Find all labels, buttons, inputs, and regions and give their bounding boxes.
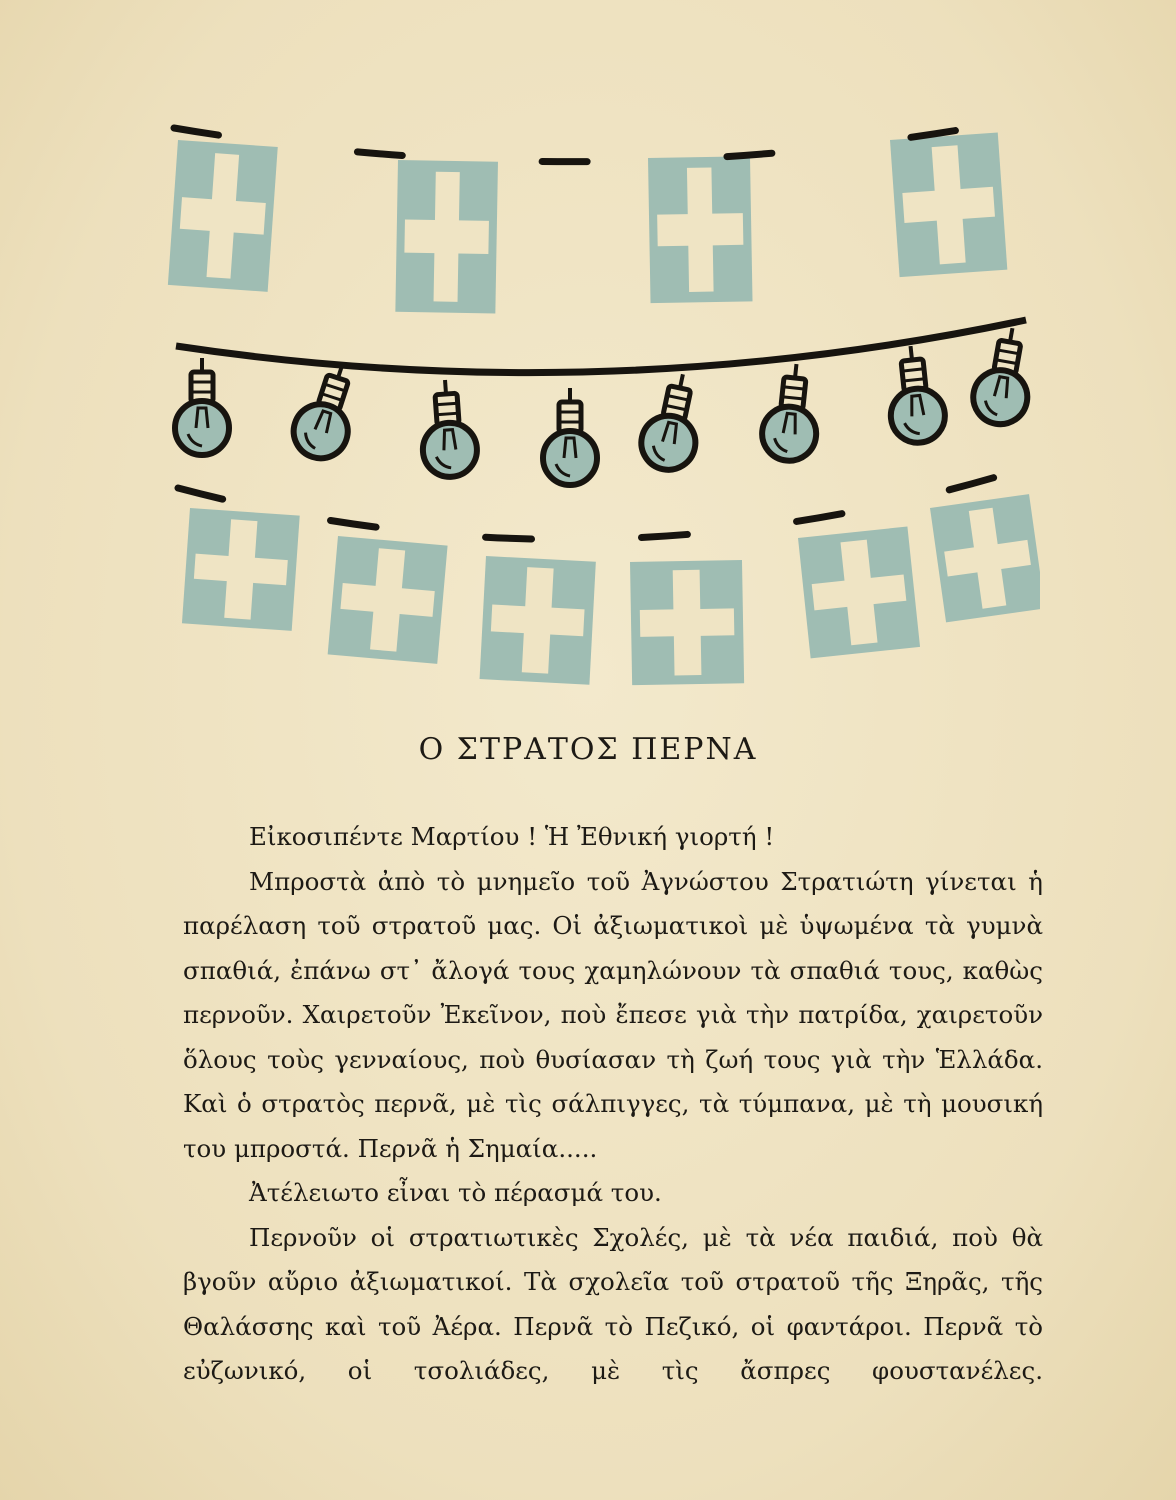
greek-flag-icon [168,140,278,292]
greek-flag-icon [182,508,300,631]
light-bulb-icon [418,378,479,479]
light-bulb-icon [884,343,948,445]
greek-flag-icon [630,560,744,685]
light-bulb-icon [287,356,368,465]
paragraph: Περνοῦν οἱ στρατιωτικὲς Σχολές, μὲ τὰ νέα παιδιά, ποὺ θὰ βγοῦν αὔριο ἀξιωματικοί. Τὰ σχολεῖα τοῦ στρατοῦ τῆς Ξηρᾶς, τῆς Θαλάσσης καὶ τοῦ Ἀέρα. Περνᾶ τὸ Πεζικό, οἱ φαντάροι. Περνᾶ τὸ εὐζωνικό, οἱ τσολιάδες, μὲ τὶς ἄσπρες φουστανέλες. [183,1222,1043,1385]
greek-flag-icon [395,160,498,314]
top-flag-row [168,118,1026,314]
festive-illustration [160,110,1040,710]
light-bulb-string [175,320,1039,485]
greek-flag-icon [328,536,448,664]
paragraph: Εἰκοσιπέντε Μαρτίου ! Ἡ Ἐθνική γιορτή ! [249,822,775,851]
light-bulb-icon [543,388,597,485]
greek-flag-icon [480,556,596,685]
light-bulb-icon [969,324,1039,429]
light-bulb-icon [175,358,229,455]
paragraph: Μπροστὰ ἀπὸ τὸ μνημεῖο τοῦ Ἀγνώστου Στρατιώτη γίνεται ἡ παρέλαση τοῦ στρατοῦ μας. Οἱ ἀξιωματικοὶ μὲ ὑψωμένα τὰ γυμνὰ σπαθιά, ἐπάνω στ᾽ ἄλογά τους χαμηλώνουν τὰ σπαθιά τους, καθὼς περνοῦν. Χαιρετοῦν Ἐκεῖνον, ποὺ ἔπεσε γιὰ τὴν πατρίδα, χαιρετοῦν ὅλους τοὺς γενναίους, ποὺ θυσίασαν τὴ ζωή τους γιὰ τὴν Ἑλλάδα. Καὶ ὁ στρατὸς περνᾶ, μὲ τὶς σάλπιγγες, τὰ τύμπανα, μὲ τὴ μουσική του μπροστά. Περνᾶ ἡ Σημαία..... [183,866,1043,1163]
paragraph: Ἀτέλειωτο εἶναι τὸ πέρασμά του. [249,1178,662,1207]
greek-flag-icon [890,132,1007,277]
bottom-flag-row [178,468,1040,685]
light-bulb-icon [636,369,709,475]
body-text [183,815,1043,1394]
greek-flag-icon [930,494,1040,622]
light-bulb-icon [759,361,823,463]
greek-flag-icon [648,156,753,303]
page-title: Ο ΣΤΡΑΤΟΣ ΠΕΡΝΑ [418,732,758,767]
greek-flag-icon [798,527,920,659]
